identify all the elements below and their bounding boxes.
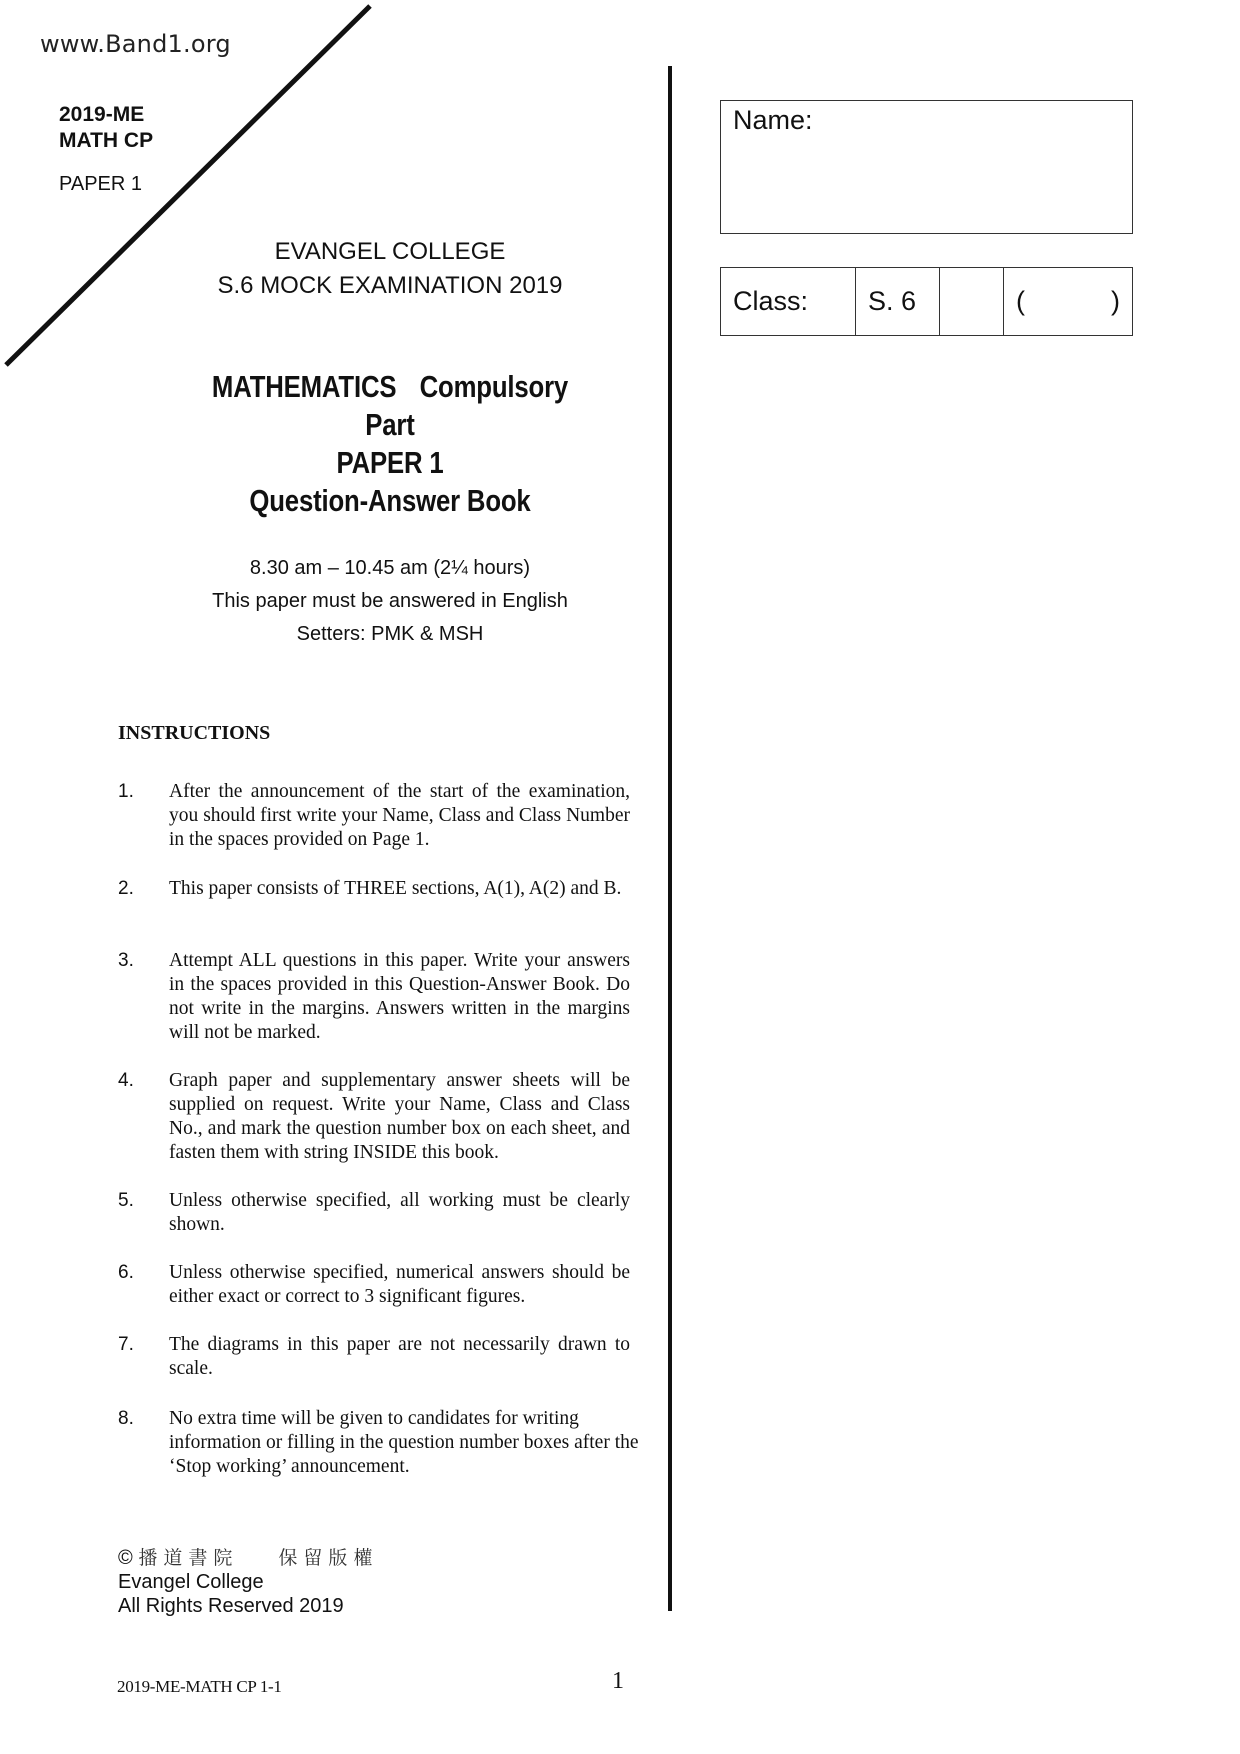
class-letter-field[interactable]: [940, 268, 1004, 335]
instruction-item: [118, 1069, 630, 1165]
paper-title: [191, 368, 589, 520]
setters: Setters: PMK & MSH: [296, 623, 484, 645]
instruction-number: 5.: [118, 1190, 134, 1211]
title-line1: [191, 368, 589, 444]
exam-name: S.6 MOCK EXAMINATION 2019: [217, 272, 563, 299]
instruction-number: 2.: [118, 878, 134, 899]
copyright-rights-en: All Rights Reserved 2019: [118, 1595, 344, 1617]
footer-paper-code: 2019-ME-MATH CP 1-1: [117, 1677, 282, 1696]
language-note: This paper must be answered in English: [212, 590, 568, 612]
instruction-text: After the announcement of the start of the examination, you should first write your Name, Class and Class Number in the spaces provided on Page 1.: [169, 781, 630, 850]
class-form-value: S. 6: [856, 268, 940, 335]
class-label: Class:: [721, 268, 856, 335]
school-name-cn: 播道書院: [138, 1547, 239, 1569]
instruction-item: [118, 1407, 639, 1479]
instructions-heading: INSTRUCTIONS: [118, 722, 271, 744]
exam-time: 8.30 am – 10.45 am (2¼ hours): [249, 557, 531, 579]
title-subject: MATHEMATICS: [211, 369, 397, 404]
title-paper: PAPER 1: [336, 445, 444, 480]
instruction-number: 6.: [118, 1262, 134, 1283]
copyright-line-cn: [118, 1546, 378, 1570]
instruction-number: 4.: [118, 1070, 134, 1091]
instruction-item: [118, 780, 630, 852]
instruction-number: 8.: [118, 1408, 134, 1429]
paper-label: PAPER 1: [59, 173, 142, 195]
title-book: Question-Answer Book: [249, 483, 531, 518]
instruction-text: No extra time will be given to candidates for writing information or filling in the question number boxes after the ‘Stop working’ announcement.: [169, 1408, 639, 1477]
class-number-close-paren: ): [1111, 286, 1120, 316]
paper-code-line1: 2019-ME: [59, 103, 145, 126]
instruction-item: [118, 877, 630, 901]
title-part: Compulsory Part: [365, 369, 569, 442]
instruction-number: 7.: [118, 1334, 134, 1355]
instruction-text: Unless otherwise specified, all working must be clearly shown.: [169, 1190, 630, 1235]
copyright-icon: ©: [118, 1547, 133, 1569]
class-field-row: [720, 267, 1133, 336]
instruction-text: Attempt ALL questions in this paper. Write your answers in the spaces provided in this Question-Answer Book. Do not write in the margins. Answers written in the margins will not be marked.: [169, 950, 630, 1043]
instruction-item: [118, 949, 630, 1045]
instruction-item: [118, 1333, 630, 1381]
copyright-school-en: Evangel College: [118, 1571, 264, 1593]
page-number: 1: [612, 1668, 624, 1694]
class-number-open-paren: (: [1016, 286, 1025, 316]
instruction-number: 1.: [118, 781, 134, 802]
instruction-item: [118, 1261, 630, 1309]
corner-diagonal-line: [0, 0, 420, 400]
instruction-item: [118, 1189, 630, 1237]
rights-reserved-cn: 保留版權: [278, 1547, 379, 1569]
paper-code: [59, 102, 153, 154]
instruction-text: Unless otherwise specified, numerical answers should be either exact or correct to 3 significant figures.: [169, 1262, 630, 1307]
name-label: Name:: [733, 105, 813, 135]
instruction-text: Graph paper and supplementary answer sheets will be supplied on request. Write your Name, Class and Class No., and mark the question number box on each sheet, and fasten them with string INSIDE this book.: [169, 1070, 630, 1163]
margin-rule: [668, 66, 672, 1611]
instruction-number: 3.: [118, 950, 134, 971]
school-name: EVANGEL COLLEGE: [274, 238, 506, 265]
watermark-url: www.Band1.org: [40, 30, 231, 58]
instruction-text: This paper consists of THREE sections, A(1), A(2) and B.: [169, 878, 622, 899]
instruction-text: The diagrams in this paper are not necessarily drawn to scale.: [169, 1334, 630, 1379]
paper-code-line2: MATH CP: [59, 129, 154, 152]
name-field[interactable]: [720, 100, 1133, 234]
class-number-field[interactable]: [1004, 268, 1132, 335]
